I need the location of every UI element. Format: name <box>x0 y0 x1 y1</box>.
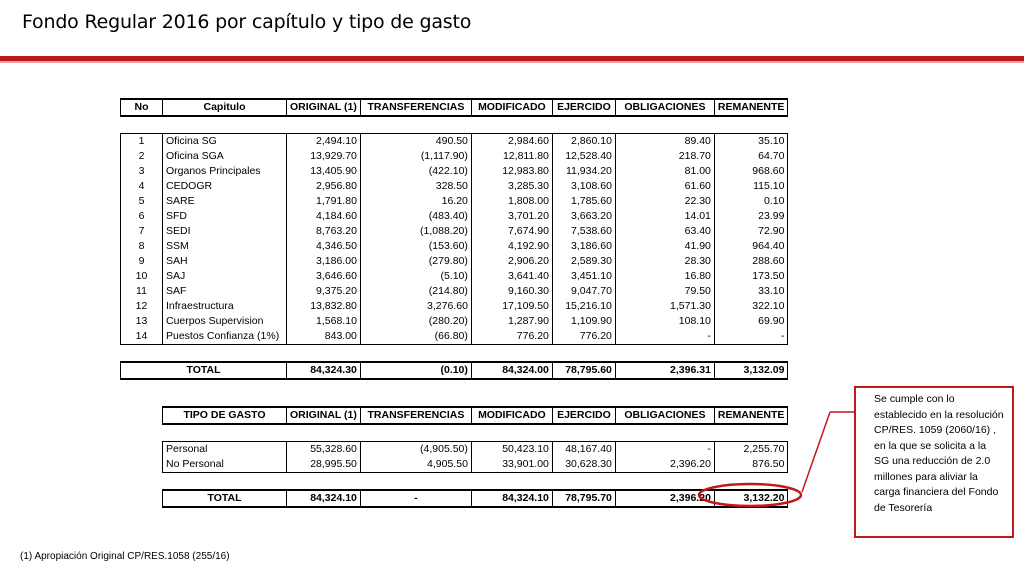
table-cell: 8,763.20 <box>287 224 361 239</box>
table-cell: 843.00 <box>287 329 361 345</box>
col-header: EJERCIDO <box>552 407 615 424</box>
table-cell: 2,396.20 <box>615 490 714 507</box>
col-header: Capitulo <box>163 99 287 116</box>
table-cell: 13,832.80 <box>287 299 361 314</box>
table-cell: SAH <box>163 254 287 269</box>
table-cell: SAF <box>163 284 287 299</box>
table-cell: 8 <box>121 239 163 254</box>
col-header: REMANENTE <box>714 99 788 116</box>
table-cell: (280.20) <box>360 314 471 329</box>
table-cell: (1,088.20) <box>360 224 471 239</box>
table-cell: 3,132.20 <box>714 490 788 507</box>
table-cell: 84,324.10 <box>287 490 361 507</box>
table-cell: 2,860.10 <box>552 134 615 150</box>
table-cell: 35.10 <box>714 134 788 150</box>
table-cell: 84,324.10 <box>471 490 552 507</box>
highlight-ellipse <box>699 484 801 506</box>
table-cell: (483.40) <box>360 209 471 224</box>
table-cell: Personal <box>163 442 287 458</box>
table-cell: Puestos Confianza (1%) <box>163 329 287 345</box>
table-cell: 78,795.60 <box>552 362 615 379</box>
col-header: REMANENTE <box>714 407 788 424</box>
table-cell: 3,132.09 <box>714 362 788 379</box>
table-cell: Infraestructura <box>163 299 287 314</box>
col-header: TRANSFERENCIAS <box>360 407 471 424</box>
table-cell: 3,701.20 <box>471 209 552 224</box>
col-header: MODIFICADO <box>471 407 552 424</box>
col-header: MODIFICADO <box>471 99 552 116</box>
table-cell: 964.40 <box>714 239 788 254</box>
table-cell: 6 <box>121 209 163 224</box>
table-cell: SEDI <box>163 224 287 239</box>
table-cell: 11,934.20 <box>552 164 615 179</box>
table-cell: - <box>360 490 471 507</box>
table-cell: - <box>615 329 714 345</box>
table-cell: (214.80) <box>360 284 471 299</box>
table-cell: 2,396.31 <box>615 362 714 379</box>
table-cell: SARE <box>163 194 287 209</box>
table-cell: 14.01 <box>615 209 714 224</box>
table-cell: 1,109.90 <box>552 314 615 329</box>
table-cell: 7 <box>121 224 163 239</box>
table-cell: 218.70 <box>615 149 714 164</box>
table-cell: 2,589.30 <box>552 254 615 269</box>
table-cell: TOTAL <box>121 362 287 379</box>
table-cell: SFD <box>163 209 287 224</box>
table-cell: 17,109.50 <box>471 299 552 314</box>
table-cell: - <box>615 442 714 458</box>
table-cell: 55,328.60 <box>287 442 361 458</box>
table-cell: 4,184.60 <box>287 209 361 224</box>
table-cell: 4,346.50 <box>287 239 361 254</box>
table-cell: 12 <box>121 299 163 314</box>
table-cell: 84,324.30 <box>287 362 361 379</box>
table-cell: (422.10) <box>360 164 471 179</box>
table-cell: 13 <box>121 314 163 329</box>
table-cell: 9,160.30 <box>471 284 552 299</box>
table-cell: 13,929.70 <box>287 149 361 164</box>
table-cell: 3 <box>121 164 163 179</box>
table-cell: 9,047.70 <box>552 284 615 299</box>
col-header: OBLIGACIONES <box>615 99 714 116</box>
table-cell: 15,216.10 <box>552 299 615 314</box>
table-cell: 1,571.30 <box>615 299 714 314</box>
table-cell: 4,905.50 <box>360 457 471 473</box>
col-header: No <box>121 99 163 116</box>
table-cell: 63.40 <box>615 224 714 239</box>
table-cell: 7,538.60 <box>552 224 615 239</box>
table-cell: Cuerpos Supervision <box>163 314 287 329</box>
table-cell: 115.10 <box>714 179 788 194</box>
table-cell: 12,528.40 <box>552 149 615 164</box>
table-cell: 490.50 <box>360 134 471 150</box>
table-cell: 16.80 <box>615 269 714 284</box>
footnote: (1) Apropiación Original CP/RES.1058 (255/16) <box>20 551 230 562</box>
table-cell: 81.00 <box>615 164 714 179</box>
callout-connector <box>802 412 830 492</box>
table-cell: 10 <box>121 269 163 284</box>
table-cell: 108.10 <box>615 314 714 329</box>
table-cell: (279.80) <box>360 254 471 269</box>
table-cell: TOTAL <box>163 490 287 507</box>
table-cell: 33.10 <box>714 284 788 299</box>
table-cell: 2,956.80 <box>287 179 361 194</box>
table-cell: SAJ <box>163 269 287 284</box>
table-cell: (4,905.50) <box>360 442 471 458</box>
table-cell: 9,375.20 <box>287 284 361 299</box>
table-cell: (0.10) <box>360 362 471 379</box>
table-cell: 2,984.60 <box>471 134 552 150</box>
table-cell: 7,674.90 <box>471 224 552 239</box>
col-header: EJERCIDO <box>552 99 615 116</box>
table-cell: 12,983.80 <box>471 164 552 179</box>
table-cell: SSM <box>163 239 287 254</box>
table-cell: (153.60) <box>360 239 471 254</box>
table-cell: No Personal <box>163 457 287 473</box>
table-cell: 89.40 <box>615 134 714 150</box>
table-cell: Organos Principales <box>163 164 287 179</box>
table-cell: 5 <box>121 194 163 209</box>
table-cell: 14 <box>121 329 163 345</box>
table-cell: 3,186.00 <box>287 254 361 269</box>
table-cell: 72.90 <box>714 224 788 239</box>
table-cell: (5.10) <box>360 269 471 284</box>
table-cell: 69.90 <box>714 314 788 329</box>
table-cell: 79.50 <box>615 284 714 299</box>
table-cell: 4,192.90 <box>471 239 552 254</box>
table-cell: 322.10 <box>714 299 788 314</box>
table-cell: 968.60 <box>714 164 788 179</box>
callout-note: Se cumple con lo establecido en la resolución CP/RES. 1059 (2060/16) , en la que se solicita a la SG una reducción de 2.0 millones para aliviar la carga financiera del Fondo de Tesorería <box>854 386 1014 538</box>
table-cell: 28,995.50 <box>287 457 361 473</box>
table-cell: 1,785.60 <box>552 194 615 209</box>
page-title: Fondo Regular 2016 por capítulo y tipo de gasto <box>22 11 472 33</box>
table-cell: 50,423.10 <box>471 442 552 458</box>
table-cell: 41.90 <box>615 239 714 254</box>
table-cell: 12,811.80 <box>471 149 552 164</box>
table-cell: 23.99 <box>714 209 788 224</box>
table-cell: 3,451.10 <box>552 269 615 284</box>
table-cell: 11 <box>121 284 163 299</box>
table-cell: 30,628.30 <box>552 457 615 473</box>
table-cell: 1,791.80 <box>287 194 361 209</box>
table-cell: 2,906.20 <box>471 254 552 269</box>
table-cell: 3,663.20 <box>552 209 615 224</box>
table-cell: 3,641.40 <box>471 269 552 284</box>
table-cell: 4 <box>121 179 163 194</box>
table-cell: 9 <box>121 254 163 269</box>
table-cell: 13,405.90 <box>287 164 361 179</box>
table-cell: 22.30 <box>615 194 714 209</box>
table-cell: 288.60 <box>714 254 788 269</box>
table-cell: 2,494.10 <box>287 134 361 150</box>
table-cell: Oficina SGA <box>163 149 287 164</box>
table-cell: 3,646.60 <box>287 269 361 284</box>
table-cell: 61.60 <box>615 179 714 194</box>
table-cell: 2 <box>121 149 163 164</box>
table-cell: 173.50 <box>714 269 788 284</box>
table-cell: - <box>714 329 788 345</box>
table-cell: 328.50 <box>360 179 471 194</box>
table-cell: 1,287.90 <box>471 314 552 329</box>
table-cell: 16.20 <box>360 194 471 209</box>
table-cell: 2,396.20 <box>615 457 714 473</box>
table-cell: 3,276.60 <box>360 299 471 314</box>
table-cell: 0.10 <box>714 194 788 209</box>
col-header: TRANSFERENCIAS <box>360 99 471 116</box>
col-header: TIPO DE GASTO <box>163 407 287 424</box>
table-cell: 48,167.40 <box>552 442 615 458</box>
table-cell: 28.30 <box>615 254 714 269</box>
col-header: OBLIGACIONES <box>615 407 714 424</box>
table-cell: 776.20 <box>471 329 552 345</box>
table-cell: CEDOGR <box>163 179 287 194</box>
table-cell: 1,568.10 <box>287 314 361 329</box>
col-header: ORIGINAL (1) <box>287 99 361 116</box>
table-cell: 1 <box>121 134 163 150</box>
table-cell: 3,186.60 <box>552 239 615 254</box>
table-cell: 3,285.30 <box>471 179 552 194</box>
col-header: ORIGINAL (1) <box>287 407 361 424</box>
table-cell: 33,901.00 <box>471 457 552 473</box>
table-cell: 1,808.00 <box>471 194 552 209</box>
table-cell: (1,117.90) <box>360 149 471 164</box>
table-cell: 64.70 <box>714 149 788 164</box>
table-cell: 78,795.70 <box>552 490 615 507</box>
table-cell: Oficina SG <box>163 134 287 150</box>
table-cell: 2,255.70 <box>714 442 788 458</box>
table-cell: 84,324.00 <box>471 362 552 379</box>
table-cell: 776.20 <box>552 329 615 345</box>
table-cell: (66.80) <box>360 329 471 345</box>
table-cell: 3,108.60 <box>552 179 615 194</box>
table-cell: 876.50 <box>714 457 788 473</box>
